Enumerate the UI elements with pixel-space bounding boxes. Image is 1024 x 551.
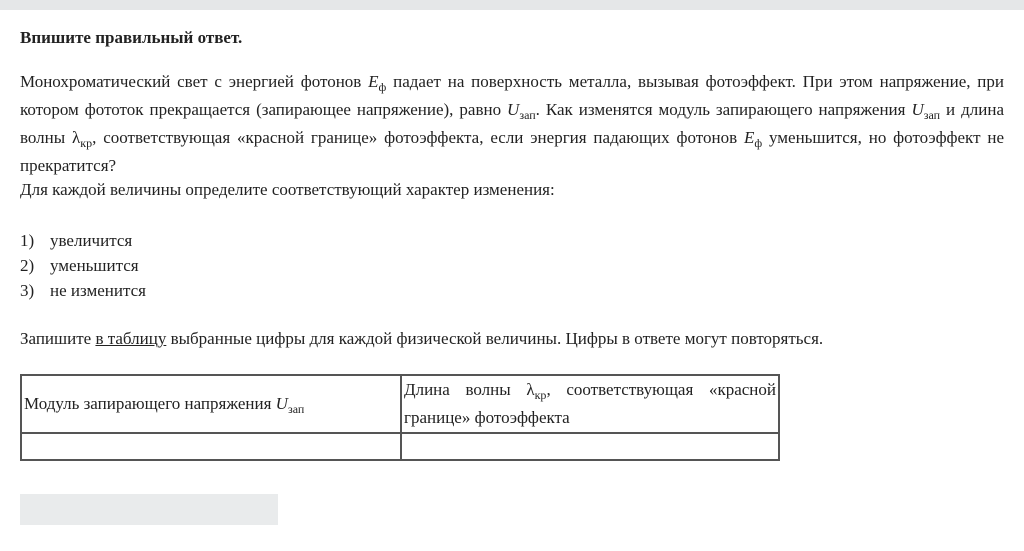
wavelength-subscript: кр bbox=[80, 136, 93, 150]
problem-text-part: и длина волны bbox=[20, 100, 1004, 147]
table-link[interactable]: в таблицу bbox=[95, 329, 167, 348]
option-item: 1) увеличится bbox=[20, 231, 133, 250]
table-header-wavelength: Длина волны $\lambda_{кр}$, соответствующая «красной границе» фотоэффекта bbox=[401, 375, 779, 433]
voltage-symbol: U bbox=[911, 100, 924, 119]
voltage-subscript: зап bbox=[923, 108, 941, 122]
voltage-subscript: зап bbox=[519, 108, 536, 122]
problem-text-part: падает на поверхность металла, вызывая фотоэффект. При этом напряжение, при котором фототок прекращается (запирающее напряжение), равно bbox=[20, 72, 1005, 119]
voltage-symbol: U bbox=[275, 394, 288, 413]
problem-text-part: . Как изменятся модуль запирающего напряжения bbox=[535, 100, 912, 119]
problem-text-part: , соответствующая «красной границе» фотоэффекта, если энергия падающих фотонов bbox=[92, 128, 744, 147]
problem-text-part: Монохроматический свет с энергией фотонов bbox=[20, 72, 369, 91]
record-instruction: Запишите в таблицу выбранные цифры для каждой физической величины. Цифры в ответе могут повторяться. bbox=[20, 329, 824, 348]
energy-symbol: E bbox=[743, 128, 755, 147]
options-list bbox=[20, 228, 1004, 303]
problem-text-part: уменьшится, но фотоэффект не прекратится? bbox=[20, 128, 1004, 175]
wavelength-symbol: λ bbox=[72, 128, 81, 147]
energy-subscript: ф bbox=[378, 80, 387, 94]
top-bar bbox=[0, 0, 1024, 10]
energy-symbol: E bbox=[368, 72, 379, 91]
answer-cell-voltage[interactable] bbox=[21, 433, 401, 460]
energy-subscript: ф bbox=[754, 136, 763, 150]
answer-cell-wavelength[interactable] bbox=[401, 433, 779, 460]
option-item: 3) не изменится bbox=[20, 281, 146, 300]
wavelength-symbol: λ bbox=[526, 380, 535, 399]
question-2: Для каждой величины определите соответствующий характер изменения: bbox=[20, 180, 555, 199]
instruction: Впишите правильный ответ. bbox=[20, 28, 243, 47]
table-header-voltage: Модуль запирающего напряжения $U_{зап}$ bbox=[21, 375, 401, 433]
option-item: 2) уменьшится bbox=[20, 256, 139, 275]
answer-input[interactable] bbox=[20, 494, 278, 525]
task-content bbox=[20, 26, 1004, 351]
answer-table bbox=[20, 374, 780, 461]
problem-text bbox=[20, 68, 1004, 180]
voltage-symbol: U bbox=[507, 100, 520, 119]
